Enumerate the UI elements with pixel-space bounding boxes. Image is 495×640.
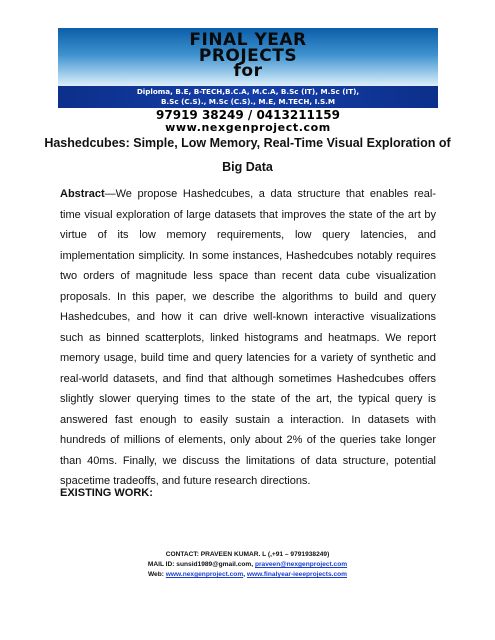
banner-title-line1: FINAL YEAR [189, 30, 307, 50]
footer-contact: CONTACT: PRAVEEN KUMAR. L (,+91 – 9791938249) [165, 551, 330, 558]
banner-phone-numbers: 97919 38249 / 0413211159 [156, 108, 340, 122]
abstract-text: —We propose Hashedcubes, a data structure that enables real-time visual exploration of large datasets that improves the state of the art by virtue of its low memory requirements, low query latencies, and implementation simplicity. In some instances, Hashedcubes notably requires two orders of magnitude less space than recent data cube visualization proposals. In this paper, we describe the algorithms to build and query Hashedcubes, and how it can drive well-known interactive visualizations such as binned scatterplots, linked histograms and heatmaps. We report memory usage, build time and query latencies for a variety of synthetic and real-world datasets, and find that although sometimes Hashedcubes offers slightly slower querying times to the state of the art, the typical query is answered fast enough to easily sustain a interaction. In datasets with hundreds of millions of elements, only about 2% of the queries take longer than 40ms. Finally, we discuss the limitations of data structure, potential spacetime tradeoffs, and future research directions. [60, 188, 436, 487]
footer-web-link-1[interactable]: www.nexgenproject.com [165, 571, 244, 578]
banner-courses-line1: Diploma, B.E, B-TECH,B.C.A, M.C.A, B.Sc (IT), M.Sc (IT), [136, 87, 360, 96]
footer-web-separator: , [243, 571, 247, 578]
contact-footer [0, 550, 495, 580]
abstract-paragraph [60, 184, 436, 492]
banner-title-line3: for [233, 61, 263, 81]
paper-title-line1: Hashedcubes: Simple, Low Memory, Real-Time Visual Exploration of [44, 136, 451, 150]
banner-title-line2: PROJECTS [198, 46, 298, 66]
banner-courses-band [58, 86, 438, 108]
paper-title-line2: Big Data [222, 160, 273, 174]
footer-mail-label: MAIL ID: sunsid1989@gmail.com, [147, 561, 255, 568]
abstract-label: Abstract [60, 188, 105, 200]
footer-mail-link[interactable]: praveen@nexgenproject.com [254, 561, 348, 568]
footer-web-link-2[interactable]: www.finalyear-ieeeprojects.com [246, 571, 348, 578]
footer-mail [0, 560, 495, 570]
existing-work-heading: EXISTING WORK: [60, 487, 153, 499]
footer-web-label: Web: [147, 571, 166, 578]
header-banner [58, 28, 438, 134]
footer-web [0, 570, 495, 580]
banner-courses-line2: B.Sc (C.S)., M.Sc (C.S)., M.E, M.TECH, I.S.M [160, 97, 336, 106]
banner-website: www.nexgenproject.com [165, 121, 331, 134]
